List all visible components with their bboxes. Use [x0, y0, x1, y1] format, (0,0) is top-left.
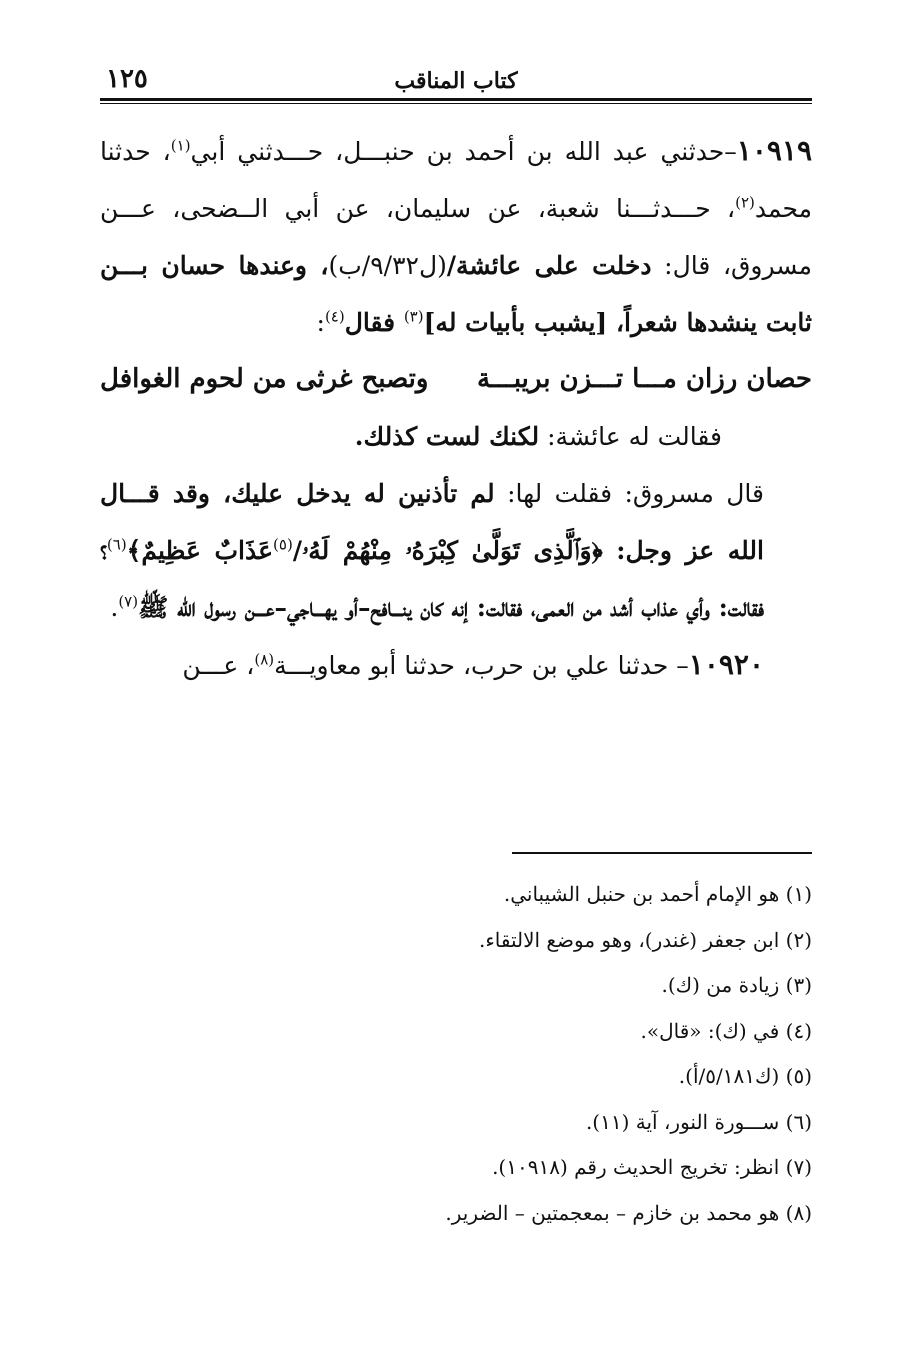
footnote-ref: (٨) — [254, 650, 275, 669]
hadith-number: ١٠٩١٩ — [736, 134, 812, 167]
quran-bracket-close: ﴾ — [126, 536, 142, 565]
footnote-ref: (٧) — [118, 592, 139, 611]
quran-verse-end: عَذَابٌ عَظِيمٌ — [141, 536, 274, 565]
quran-bracket-open: ﴿ — [591, 536, 603, 565]
footnote-ref: (٤) — [324, 307, 345, 326]
footnote-5: (٥) (ك٥/١٨١/أ). — [678, 1064, 812, 1088]
footnote-ref: (٣) — [403, 307, 424, 326]
manuscript-ref: (ل٩/٣٢/ب) — [328, 251, 447, 280]
main-text — [100, 122, 812, 694]
page-number: ١٢٥ — [106, 64, 148, 94]
hadith-10920: ١٠٩٢٠– حدثنا علي بن حرب، حدثنا أبو معاويـــة$^{(٨)}$، عـــن — [182, 648, 764, 681]
footnote-separator — [512, 852, 812, 854]
hadith-10919: ١٠٩١٩–حدثني عبد الله بن أحمد بن حنبـــل، حـــدثني أبي$^{(١)}$، حدثنا محمد$^{(٢)}$، حـــدثـــنا شعبة، عن سليمان، عن أبي الــضحى، عـــن مسروق، قال: دخلت على عائشة/(ل٩/٣٢/ب)، وعندها حسان بـــن ثابت ينشدها شعراً، [يشبب بأبيات له]$^{(٣)}$ فقال$^{(٤)}$: — [100, 134, 812, 337]
header-rule-thick — [100, 98, 812, 101]
aisha-reply: فقالت له عائشة: لكنك لست كذلك. — [354, 422, 722, 451]
footnote-3: (٣) زيادة من (ك). — [661, 973, 812, 997]
footnote-2: (٢) ابن جعفر (غندر)، وهو موضع الالتقاء. — [478, 927, 812, 952]
masruq-question: قال مسروق: فقلت لها: لم تأذنين له يدخل عليك، وقد قـــال الله عز وجل: ﴿وَٱلَّذِى تَوَلَّىٰ كِبْرَهُۥ مِنْهُمْ لَهُۥ/$^{(٥)}$عَذَابٌ عَظِيمٌ﴾$^{(٦)}$؟ فقالت: وأي عذاب أشد من العمى، فقالت: إنه كان ينـــافح–أو يهـــاجي–عـــن رسول الله ﷺ$^{(٧)}$. — [100, 479, 764, 622]
footnotes — [100, 872, 812, 1236]
quran-verse: وَٱلَّذِى تَوَلَّىٰ كِبْرَهُۥ مِنْهُمْ لَهُۥ/ — [292, 536, 592, 565]
footnote-ref: (٥) — [273, 535, 293, 554]
footnote-1: (١) هو الإمام أحمد بن حنبل الشيباني. — [503, 882, 812, 906]
running-title: كتاب المناقب — [394, 68, 518, 94]
footnote-ref: (٦) — [106, 535, 127, 554]
verse-first-hemistich: حصان رزان مـــا تـــزن بريبـــة — [477, 364, 812, 394]
footnote-ref: (١) — [170, 136, 191, 155]
hadith-number: ١٠٩٢٠ — [688, 648, 764, 681]
poetry-verse — [100, 351, 812, 408]
footnote-8: (٨) هو محمد بن خازم – بمعجمتين – الضرير. — [445, 1200, 812, 1225]
footnote-ref: (٢) — [735, 193, 755, 212]
footnote-4: (٤) في (ك): «قال». — [640, 1018, 812, 1043]
footnote-6: (٦) ســـورة النور، آية (١١). — [585, 1109, 812, 1134]
header-rule-thin — [100, 103, 812, 104]
verse-second-hemistich: وتصبح غرثى من لحوم الغوافل — [100, 364, 429, 394]
page-header — [100, 60, 812, 100]
footnote-7: (٧) انظر: تخريج الحديث رقم (١٠٩١٨). — [492, 1155, 812, 1179]
